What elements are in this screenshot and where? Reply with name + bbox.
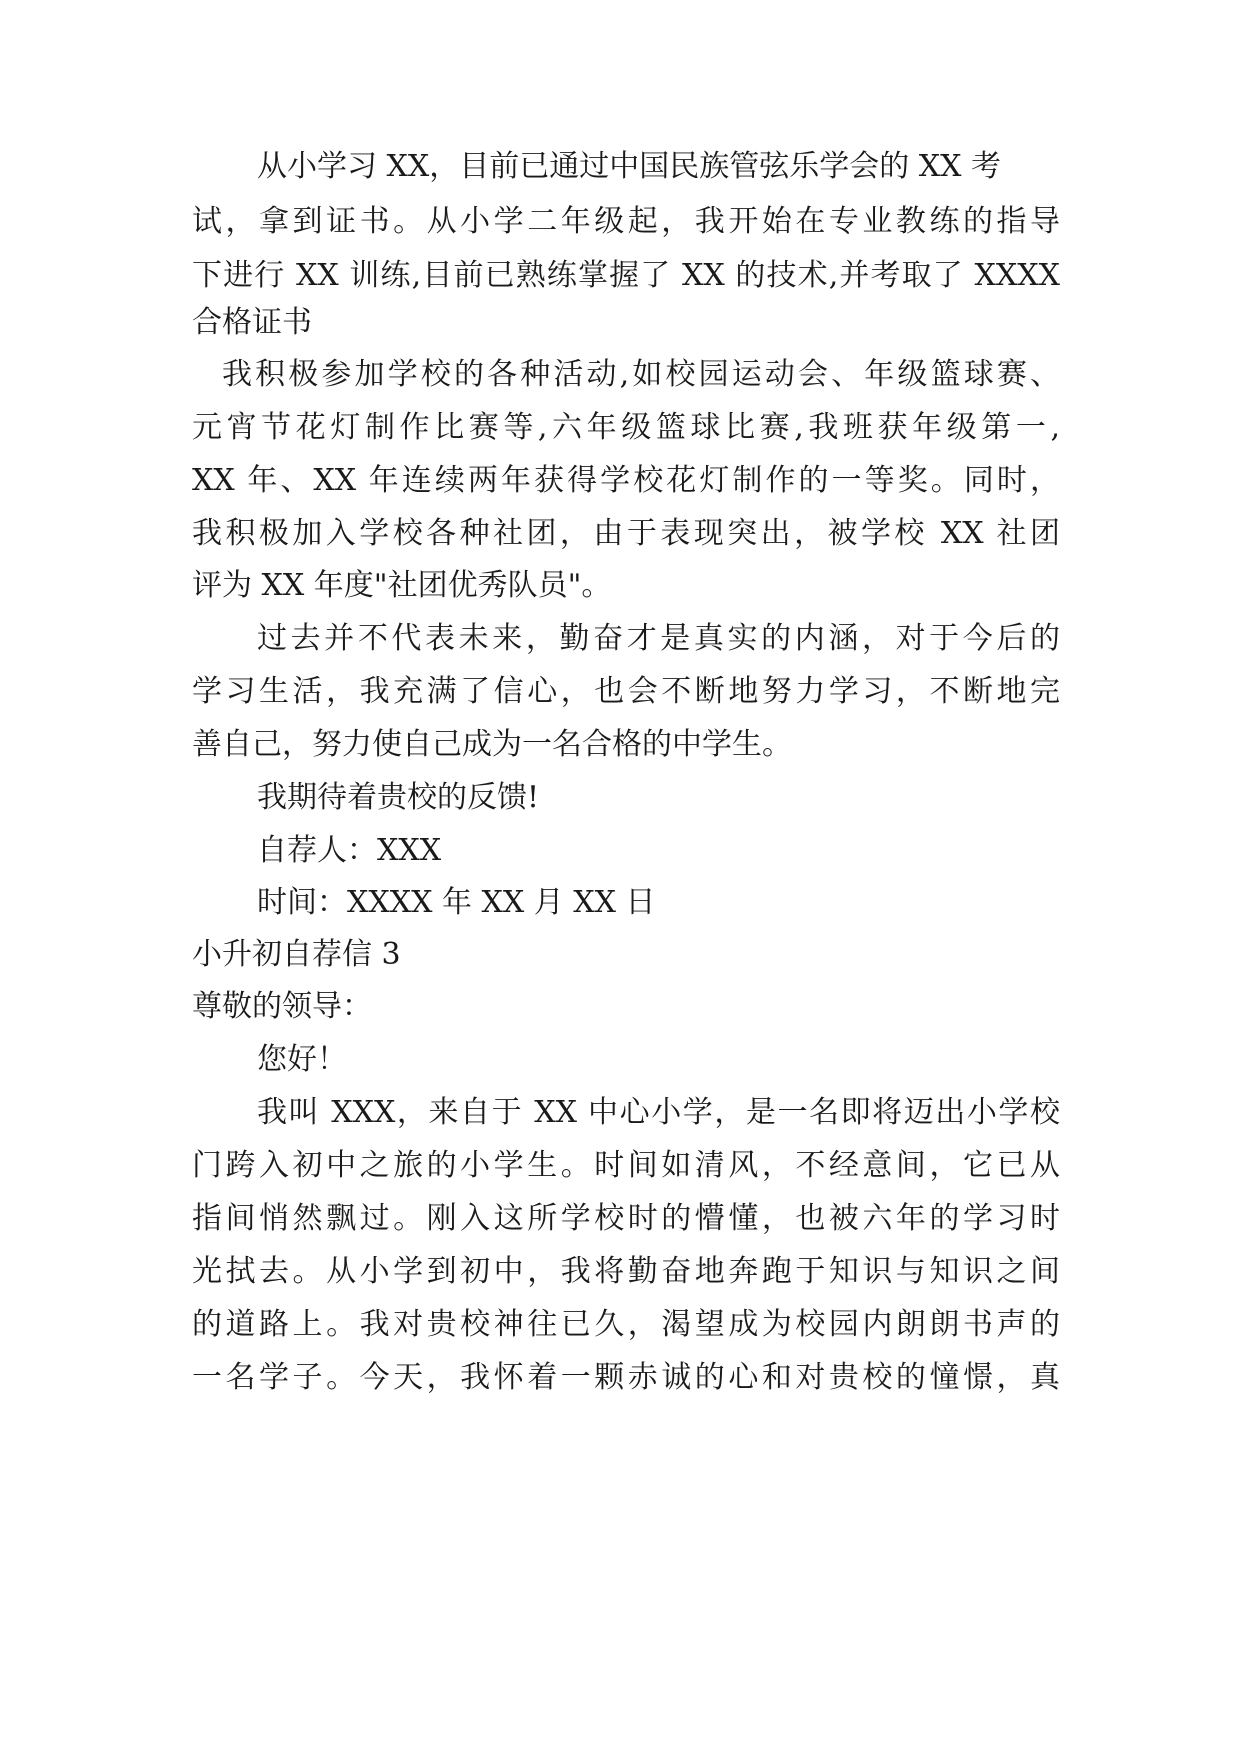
paragraph-1-line-3: 下进行 XX 训练,目前已熟练掌握了 XX 的技术,并考取了 XXXX <box>192 258 1060 293</box>
paragraph-2-line-3: XX 年、XX 年连续两年获得学校花灯制作的一等奖。同时， <box>192 463 1060 498</box>
paragraph-1-line-1: 从小学习 XX，目前已通过中国民族管弦乐学会的 XX 考 <box>257 149 1002 184</box>
greeting: 您好！ <box>257 1042 347 1077</box>
paragraph-2-line-5: 评为 XX 年度"社团优秀队员"。 <box>192 568 612 603</box>
paragraph-3-line-3: 善自己，努力使自己成为一名合格的中学生。 <box>192 727 792 762</box>
signature-date: 时间：XXXX 年 XX 月 XX 日 <box>257 885 656 920</box>
paragraph-10-line-4: 光拭去。从小学到初中，我将勤奋地奔跑于知识与知识之间 <box>192 1254 1060 1289</box>
paragraph-2-line-1: 我积极参加学校的各种活动,如校园运动会、年级篮球赛、 <box>222 357 1060 392</box>
paragraph-2-line-4: 我积极加入学校各种社团，由于表现突出，被学校 XX 社团 <box>192 516 1060 551</box>
signature-name: 自荐人：XXX <box>257 833 442 868</box>
paragraph-10-line-3: 指间悄然飘过。刚入这所学校时的懵懂，也被六年的学习时 <box>192 1201 1060 1236</box>
paragraph-10-line-2: 门跨入初中之旅的小学生。时间如清风，不经意间，它已从 <box>192 1148 1060 1183</box>
paragraph-3-line-2: 学习生活，我充满了信心，也会不断地努力学习，不断地完 <box>192 674 1060 709</box>
salutation: 尊敬的领导： <box>192 989 372 1024</box>
paragraph-10-line-1: 我叫 XXX，来自于 XX 中心小学，是一名即将迈出小学校 <box>257 1095 1060 1130</box>
closing-expectation: 我期待着贵校的反馈! <box>257 780 540 815</box>
paragraph-2-line-2: 元宵节花灯制作比赛等,六年级篮球比赛,我班获年级第一, <box>192 410 1060 445</box>
paragraph-10-line-5: 的道路上。我对贵校神往已久，渴望成为校园内朗朗书声的 <box>192 1307 1060 1342</box>
paragraph-10-line-6: 一名学子。今天，我怀着一颗赤诚的心和对贵校的憧憬，真 <box>192 1360 1060 1395</box>
paragraph-1-line-2: 试，拿到证书。从小学二年级起，我开始在专业教练的指导 <box>192 204 1060 239</box>
paragraph-3-line-1: 过去并不代表未来，勤奋才是真实的内涵，对于今后的 <box>257 621 1060 656</box>
paragraph-1-line-4: 合格证书 <box>192 305 312 340</box>
section-title: 小升初自荐信 3 <box>192 937 401 972</box>
